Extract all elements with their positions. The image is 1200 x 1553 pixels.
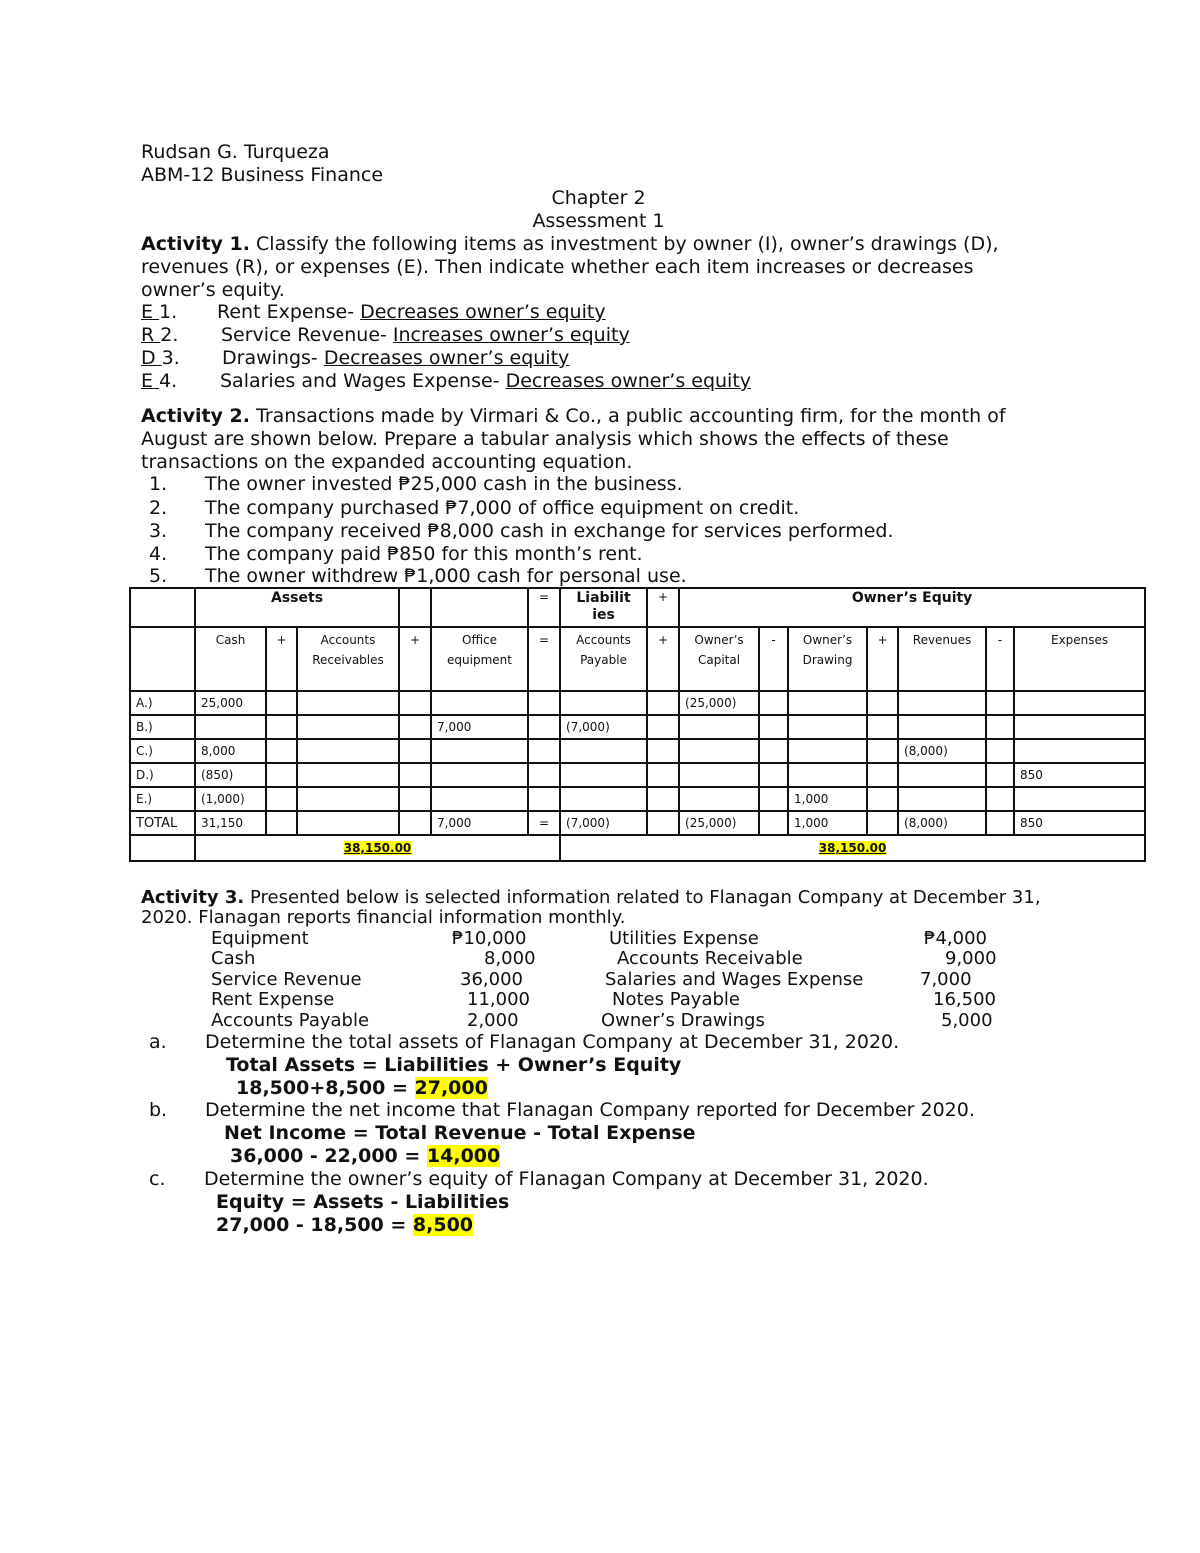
equals-cell: [528, 739, 560, 763]
plus-cell: [647, 763, 679, 787]
table-cell: [130, 627, 195, 691]
ap-cell: [560, 691, 647, 715]
ar-cell: [297, 739, 399, 763]
capital-cell: (25,000): [679, 811, 759, 835]
minus-cell: [759, 739, 788, 763]
plus-cell: [399, 691, 431, 715]
draw-header-line1: Owner’s: [802, 633, 853, 647]
assessment-title: Assessment 1: [532, 210, 665, 232]
info-item-value: 11,000: [467, 989, 530, 1010]
drawing-cell: [788, 739, 867, 763]
transaction-text: The owner withdrew ₱1,000 cash for personal use.: [205, 565, 687, 587]
ap-cell: (7,000): [560, 811, 647, 835]
revenue-cell: [898, 715, 986, 739]
question-letter: a.: [149, 1031, 167, 1053]
ap-header-line1: Accounts: [576, 633, 631, 647]
info-item-name: Accounts Receivable: [617, 948, 803, 969]
expense-cell: [1014, 787, 1145, 811]
minus-cell: [759, 811, 788, 835]
info-item-name: Salaries and Wages Expense: [605, 969, 864, 990]
table-cell: [130, 835, 195, 861]
capital-cell: [679, 715, 759, 739]
info-item-value: 16,500: [933, 989, 996, 1010]
transaction-text: The company received ₱8,000 cash in exchange for services performed.: [205, 520, 894, 542]
expense-cell: [1014, 715, 1145, 739]
info-item-value: ₱10,000: [452, 928, 527, 949]
capital-cell: [679, 787, 759, 811]
plus-cell: [266, 715, 297, 739]
ap-cell: (7,000): [560, 715, 647, 739]
info-item-value: 2,000: [467, 1010, 519, 1031]
cash-cell: (850): [195, 763, 266, 787]
minus-cell: [986, 739, 1014, 763]
minus-cell: [986, 715, 1014, 739]
ar-cell: [297, 691, 399, 715]
oe-header-line2: equipment: [447, 653, 512, 667]
minus-cell: [759, 691, 788, 715]
activity1-label: Activity 1.: [141, 233, 250, 255]
info-item-value: ₱4,000: [924, 928, 987, 949]
minus-sign: -: [759, 627, 788, 691]
plus-cell: [647, 787, 679, 811]
transaction-row: [130, 691, 1145, 715]
oe-cell: [431, 763, 528, 787]
row-label: D.): [130, 763, 195, 787]
info-item-name: Accounts Payable: [211, 1010, 370, 1031]
plus-sign: +: [647, 588, 679, 627]
transaction-row: [130, 763, 1145, 787]
cash-cell: (1,000): [195, 787, 266, 811]
row-label: C.): [130, 739, 195, 763]
ar-cell: [297, 763, 399, 787]
info-item-name: Notes Payable: [612, 989, 740, 1010]
total-row: [130, 811, 1145, 835]
equals-cell: [528, 691, 560, 715]
table-group-header-row: [130, 588, 1145, 627]
minus-cell: [759, 787, 788, 811]
plus-cell: [266, 739, 297, 763]
owners-capital-column-header: [679, 627, 759, 691]
info-item-value: 5,000: [941, 1010, 993, 1031]
capital-cell: [679, 739, 759, 763]
transaction-number: 2.: [149, 497, 168, 519]
ap-cell: [560, 787, 647, 811]
activity1-item-desc: [220, 370, 751, 393]
assets-group-header: Assets: [195, 588, 399, 627]
table-column-header-row: [130, 627, 1145, 691]
item-name: Service Revenue-: [221, 324, 393, 346]
ar-cell: [297, 811, 399, 835]
item-number: 1.: [159, 301, 178, 323]
plus-cell: [399, 739, 431, 763]
draw-header-line2: Drawing: [802, 653, 853, 667]
minus-sign: -: [986, 627, 1014, 691]
transaction-number: 5.: [149, 565, 168, 587]
equals-cell: [528, 763, 560, 787]
transaction-row: [130, 715, 1145, 739]
calc-expression: 27,000 - 18,500 =: [216, 1214, 413, 1236]
course-name: ABM-12 Business Finance: [141, 164, 384, 186]
owners-equity-group-header: Owner’s Equity: [679, 588, 1145, 627]
info-item-value: 9,000: [945, 948, 997, 969]
ap-header-line2: Payable: [580, 653, 627, 667]
calc-answer: 27,000: [414, 1077, 488, 1099]
drawing-cell: [788, 691, 867, 715]
item-answer: R: [141, 324, 161, 346]
activity1-item: [141, 370, 177, 393]
transaction-text: The company purchased ₱7,000 of office equipment on credit.: [205, 497, 800, 519]
question-text: Determine the net income that Flanagan Company reported for December 2020.: [205, 1099, 975, 1121]
cap-header-line1: Owner’s: [694, 633, 744, 647]
activity1-text-line2: revenues (R), or expenses (E). Then indicate whether each item increases or decreases: [141, 256, 974, 278]
revenue-cell: (8,000): [898, 811, 986, 835]
cap-header-line2: Capital: [697, 653, 741, 667]
office-equipment-column-header: [431, 627, 528, 691]
minus-cell: [986, 691, 1014, 715]
minus-cell: [986, 811, 1014, 835]
info-item-name: Rent Expense: [211, 989, 335, 1010]
transaction-number: 4.: [149, 543, 168, 565]
revenue-cell: [898, 787, 986, 811]
info-item-value: 8,000: [484, 948, 536, 969]
transaction-row: [130, 739, 1145, 763]
grand-total-row: [130, 835, 1145, 861]
ar-header-line2: Receivables: [312, 653, 384, 667]
transaction-text: The owner invested ₱25,000 cash in the business.: [205, 473, 683, 495]
activity1-text-line1: Classify the following items as investment by owner (I), owner’s drawings (D),: [249, 233, 999, 255]
total-liabilities-equity-value: 38,150.00: [818, 841, 887, 855]
row-label: B.): [130, 715, 195, 739]
drawing-cell: 1,000: [788, 787, 867, 811]
accounting-equation-table: [129, 587, 1146, 862]
item-name: Salaries and Wages Expense-: [220, 370, 506, 392]
calc-answer: 14,000: [426, 1145, 501, 1167]
minus-cell: [759, 763, 788, 787]
question-text: Determine the owner’s equity of Flanagan Company at December 31, 2020.: [204, 1168, 929, 1190]
item-name: Rent Expense-: [217, 301, 361, 323]
accounts-payable-column-header: [560, 627, 647, 691]
cash-column-header: Cash: [195, 627, 266, 691]
activity3-text-line2: 2020. Flanagan reports financial information monthly.: [141, 907, 626, 928]
drawing-cell: [788, 715, 867, 739]
plus-cell: [867, 739, 898, 763]
equals-cell: =: [528, 811, 560, 835]
plus-sign: +: [647, 627, 679, 691]
ap-cell: [560, 763, 647, 787]
activity1-item-desc: [217, 301, 606, 324]
question-calculation: [236, 1077, 488, 1100]
oe-cell: 7,000: [431, 715, 528, 739]
expenses-column-header: Expenses: [1014, 627, 1145, 691]
expense-cell: [1014, 739, 1145, 763]
total-assets-cell: [195, 835, 560, 861]
activity2-intro: [141, 405, 1006, 428]
activity1-intro: [141, 233, 999, 256]
activity1-text-line3: owner’s equity.: [141, 279, 285, 301]
expense-cell: [1014, 691, 1145, 715]
revenue-cell: (8,000): [898, 739, 986, 763]
liabilities-header-line1: Liabilit: [576, 590, 631, 606]
total-liabilities-equity-cell: [560, 835, 1145, 861]
item-number: 4.: [159, 370, 178, 392]
oe-cell: [431, 691, 528, 715]
plus-cell: [399, 787, 431, 811]
plus-cell: [647, 739, 679, 763]
activity1-item-desc: [221, 324, 630, 347]
transaction-row: [130, 787, 1145, 811]
plus-cell: [647, 715, 679, 739]
plus-cell: [867, 763, 898, 787]
revenues-column-header: Revenues: [898, 627, 986, 691]
revenue-cell: [898, 763, 986, 787]
transaction-text: The company paid ₱850 for this month’s rent.: [205, 543, 643, 565]
plus-cell: [867, 715, 898, 739]
activity3-text-line1: Presented below is selected information related to Flanagan Company at December 31,: [244, 887, 1041, 908]
info-item-value: 7,000: [920, 969, 972, 990]
cash-cell: 31,150: [195, 811, 266, 835]
question-formula: Net Income = Total Revenue - Total Expense: [224, 1122, 696, 1144]
chapter-title: Chapter 2: [551, 187, 646, 209]
table-cell: [431, 588, 528, 627]
table-cell: [130, 588, 195, 627]
expense-cell: 850: [1014, 811, 1145, 835]
total-assets-value: 38,150.00: [343, 841, 412, 855]
ar-cell: [297, 787, 399, 811]
ar-cell: [297, 715, 399, 739]
ap-cell: [560, 739, 647, 763]
liabilities-group-header: [560, 588, 647, 627]
item-effect: Decreases owner’s equity: [505, 370, 752, 392]
plus-sign: +: [399, 627, 431, 691]
student-name: Rudsan G. Turqueza: [141, 141, 330, 163]
plus-cell: [266, 763, 297, 787]
activity3-label: Activity 3.: [141, 887, 245, 908]
ar-header-line1: Accounts: [320, 633, 376, 647]
cash-cell: [195, 715, 266, 739]
question-text: Determine the total assets of Flanagan Company at December 31, 2020.: [205, 1031, 900, 1053]
minus-cell: [986, 763, 1014, 787]
activity1-item: [141, 301, 177, 324]
row-label: E.): [130, 787, 195, 811]
activity2-text-line3: transactions on the expanded accounting equation.: [141, 451, 633, 473]
accounts-receivable-column-header: [297, 627, 399, 691]
plus-cell: [867, 787, 898, 811]
item-effect: Decreases owner’s equity: [323, 347, 570, 369]
equals-sign: =: [528, 588, 560, 627]
info-item-name: Utilities Expense: [609, 928, 759, 949]
activity2-text-line1: Transactions made by Virmari & Co., a public accounting firm, for the month of: [249, 405, 1006, 427]
activity1-item: [141, 324, 178, 347]
item-answer: E: [141, 301, 160, 323]
calc-expression: 36,000 - 22,000 =: [230, 1145, 427, 1167]
cash-cell: 25,000: [195, 691, 266, 715]
cash-cell: 8,000: [195, 739, 266, 763]
plus-cell: [399, 715, 431, 739]
expense-cell: 850: [1014, 763, 1145, 787]
oe-cell: [431, 787, 528, 811]
plus-sign: +: [266, 627, 297, 691]
question-calculation: [230, 1145, 500, 1168]
drawing-cell: 1,000: [788, 811, 867, 835]
equals-sign: =: [528, 627, 560, 691]
question-letter: c.: [149, 1168, 166, 1190]
plus-sign: +: [867, 627, 898, 691]
plus-cell: [867, 811, 898, 835]
calc-answer: 8,500: [412, 1214, 474, 1236]
oe-cell: [431, 739, 528, 763]
plus-cell: [647, 811, 679, 835]
activity2-text-line2: August are shown below. Prepare a tabular analysis which shows the effects of these: [141, 428, 949, 450]
item-name: Drawings-: [222, 347, 324, 369]
revenue-cell: [898, 691, 986, 715]
transaction-rows: [130, 691, 1145, 835]
capital-cell: (25,000): [679, 691, 759, 715]
item-effect: Increases owner’s equity: [392, 324, 630, 346]
plus-cell: [266, 811, 297, 835]
drawing-cell: [788, 763, 867, 787]
capital-cell: [679, 763, 759, 787]
plus-cell: [266, 787, 297, 811]
equals-cell: [528, 787, 560, 811]
question-formula: Equity = Assets - Liabilities: [216, 1191, 510, 1213]
plus-cell: [867, 691, 898, 715]
item-number: 2.: [160, 324, 179, 346]
oe-header-line1: Office: [462, 633, 498, 647]
info-item-name: Equipment: [211, 928, 309, 949]
question-formula: Total Assets = Liabilities + Owner’s Equity: [226, 1054, 682, 1076]
liabilities-header-line2: ies: [592, 607, 615, 623]
row-label: TOTAL: [130, 811, 195, 835]
info-item-name: Cash: [211, 948, 256, 969]
plus-cell: [266, 691, 297, 715]
transaction-number: 1.: [149, 473, 168, 495]
question-calculation: [216, 1214, 473, 1237]
row-label: A.): [130, 691, 195, 715]
plus-cell: [399, 763, 431, 787]
table-cell: [399, 588, 431, 627]
plus-cell: [399, 811, 431, 835]
item-number: 3.: [161, 347, 180, 369]
minus-cell: [759, 715, 788, 739]
info-item-value: 36,000: [460, 969, 523, 990]
plus-cell: [647, 691, 679, 715]
info-item-name: Owner’s Drawings: [601, 1010, 765, 1031]
activity2-label: Activity 2.: [141, 405, 250, 427]
question-letter: b.: [149, 1099, 168, 1121]
item-answer: D: [141, 347, 162, 369]
info-item-name: Service Revenue: [211, 969, 362, 990]
item-answer: E: [141, 370, 160, 392]
minus-cell: [986, 787, 1014, 811]
activity3-intro: [141, 887, 1041, 908]
item-effect: Decreases owner’s equity: [360, 301, 606, 323]
owners-drawing-column-header: [788, 627, 867, 691]
equals-cell: [528, 715, 560, 739]
calc-expression: 18,500+8,500 =: [236, 1077, 415, 1099]
activity1-item-desc: [222, 347, 569, 370]
activity1-item: [141, 347, 180, 370]
transaction-number: 3.: [149, 520, 168, 542]
oe-cell: 7,000: [431, 811, 528, 835]
